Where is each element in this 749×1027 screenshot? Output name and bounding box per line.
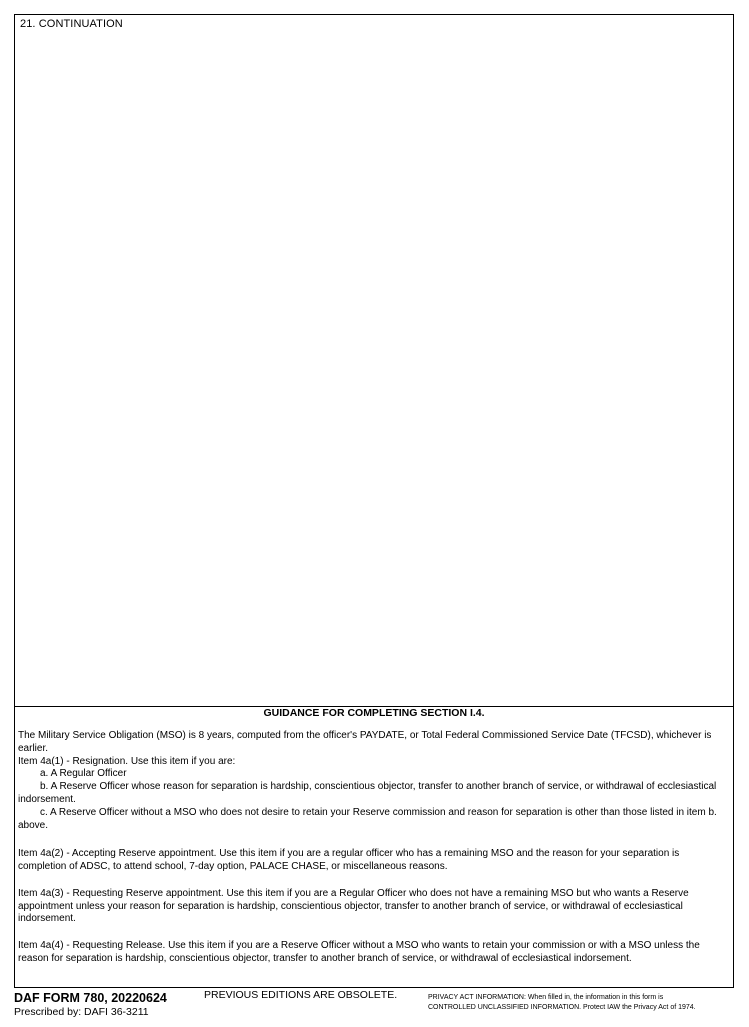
item-4a3: Item 4a(3) - Requesting Reserve appointment. Use this item if you are a Regular Officer who does not have a remaining MSO but who wants a Reserve appointment unless your reason for separation is hardship, conscientious objector, transfer to another branch of service, or withdrawal of ecclesiastical indorsement. — [18, 888, 689, 924]
privacy-act-notice — [428, 993, 738, 1012]
item-4a1-heading: Item 4a(1) - Resignation. Use this item if you are: — [18, 756, 236, 767]
privacy-line-2: CONTROLLED UNCLASSIFIED INFORMATION. Protect IAW the Privacy Act of 1974. — [428, 1003, 696, 1011]
continuation-field[interactable] — [19, 33, 729, 702]
item-4a1-c: c. A Reserve Officer without a MSO who does not desire to retain your Reserve commission and reason for separation is other than those listed in item b. above. — [18, 807, 717, 831]
item-4a2: Item 4a(2) - Accepting Reserve appointment. Use this item if you are a regular officer who has a remaining MSO and the reason for your separation is completion of ADSC, to attend school, 7-day option, PALACE CHASE, or miscellaneous reasons. — [18, 848, 680, 872]
guidance-section — [15, 707, 733, 987]
privacy-line-1: PRIVACY ACT INFORMATION: When filled in, the information in this form is — [428, 994, 664, 1001]
guidance-title: GUIDANCE FOR COMPLETING SECTION I.4. — [263, 707, 485, 719]
continuation-label: 21. CONTINUATION — [20, 18, 123, 30]
continuation-section — [15, 15, 733, 707]
form-number: DAF FORM 780, 20220624 — [14, 991, 167, 1005]
mso-note: The Military Service Obligation (MSO) is 8 years, computed from the officer's PAYDATE, or Total Federal Commissioned Service Date (TFCSD), whichever is earlier. — [18, 730, 712, 754]
item-4a1-b: b. A Reserve Officer whose reason for separation is hardship, conscientious objector, transfer to another branch of service, or withdrawal of ecclesiastical indorsement. — [18, 781, 717, 805]
prescribed-by: Prescribed by: DAFI 36-3211 — [14, 1006, 149, 1018]
item-4a1-a: a. A Regular Officer — [40, 768, 127, 779]
item-4a4: Item 4a(4) - Requesting Release. Use this item if you are a Reserve Officer without a MSO who wants to retain your commission or with a MSO unless the reason for separation is hardship, conscientious objector, transfer to another branch of service, or withdrawal of ecclesiastical indorsement. — [18, 940, 700, 964]
form-frame — [14, 14, 734, 988]
previous-editions-notice: PREVIOUS EDITIONS ARE OBSOLETE. — [204, 989, 398, 1001]
